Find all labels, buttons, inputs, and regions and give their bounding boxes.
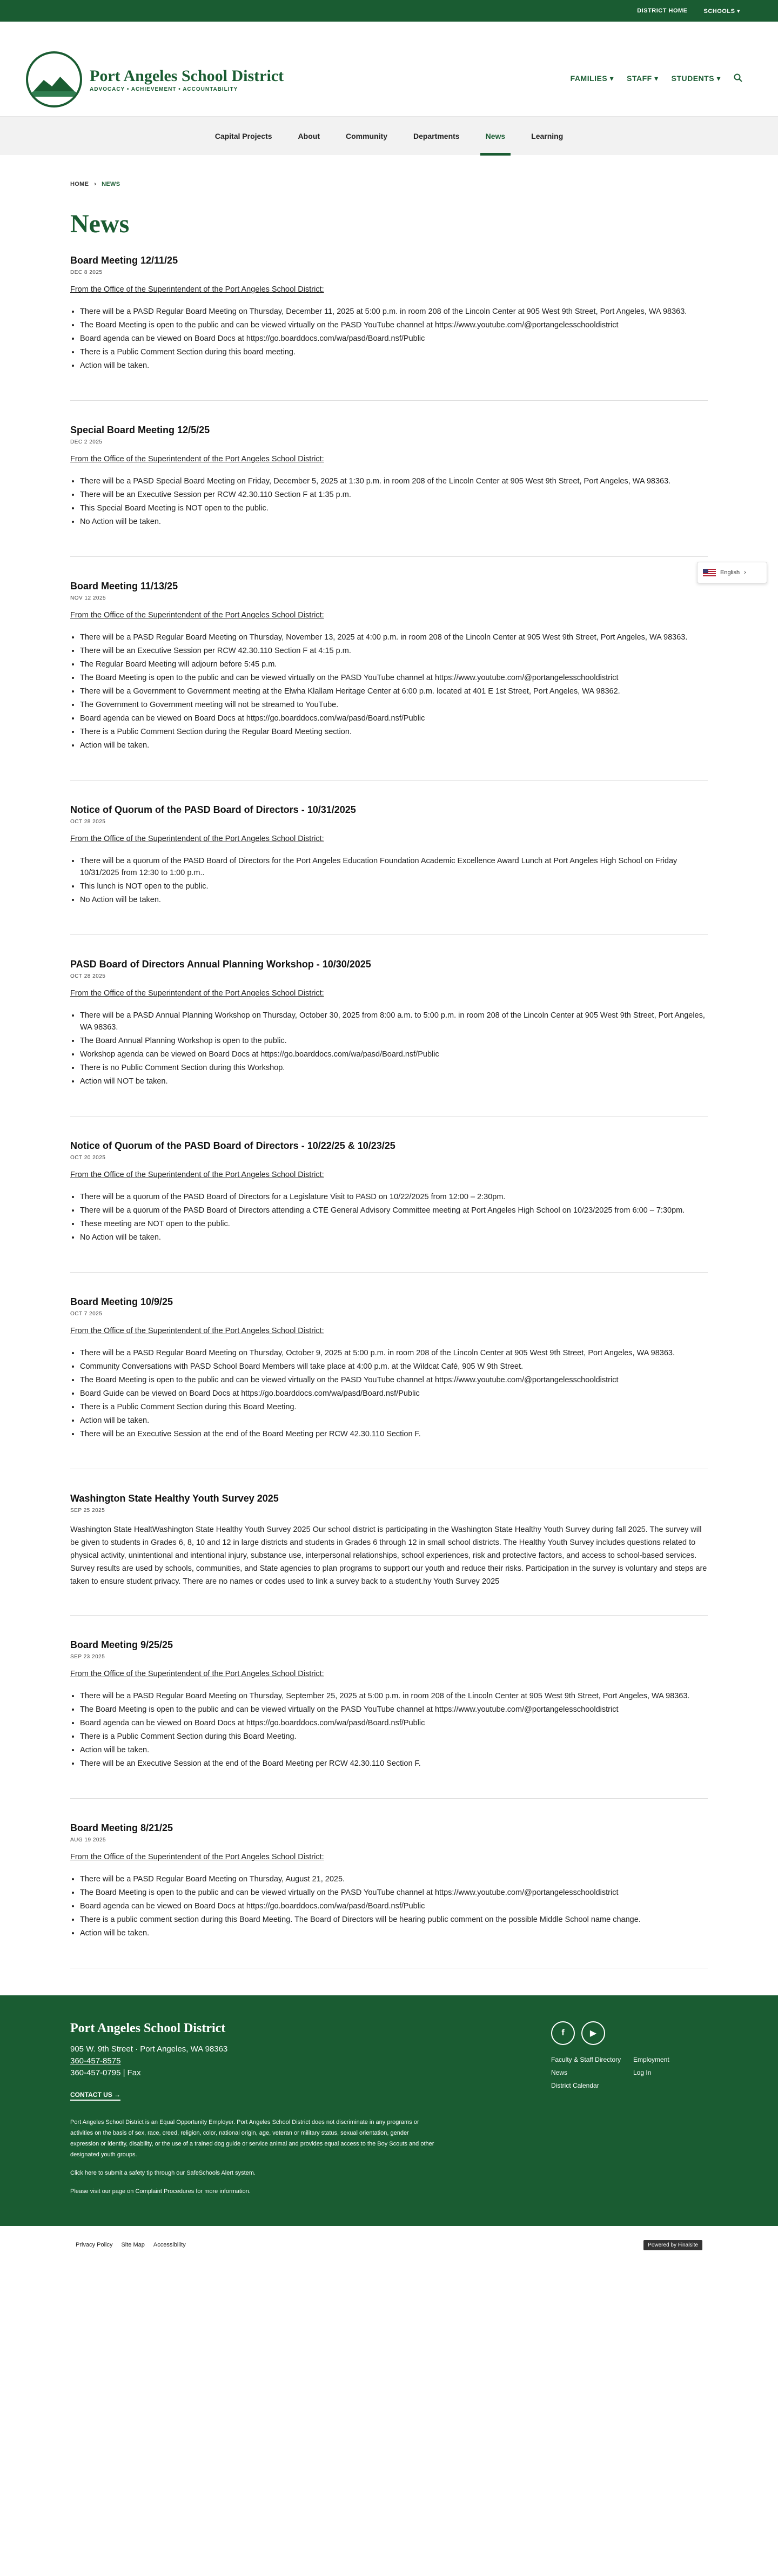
news-item: • There will be a PASD Annual Planning Workshop on Thursday, October 30, 2025 from 8:00 a.m. to 5:00 p.m. in room 208 of the Lincoln Center at 905 West 9th Street, Port Angeles, WA 98363. <box>80 1010 708 1033</box>
news-item: • There is a Public Comment Section during this board meeting. <box>80 346 708 358</box>
news-item: • There will be an Executive Session at the end of the Board Meeting per RCW 42.30.110 Section F. <box>80 1428 708 1440</box>
site-map-link[interactable]: Site Map <box>121 2242 145 2248</box>
news-item: • There is a Public Comment Section during this Board Meeting. <box>80 1731 708 1743</box>
news-item: • Action will be taken. <box>80 1927 708 1939</box>
news-article <box>70 1296 708 1469</box>
footer <box>0 1995 778 2226</box>
us-flag-icon <box>703 569 716 576</box>
news-item: • Board agenda can be viewed on Board Docs at https://go.boarddocs.com/wa/pasd/Board.nsf/Public <box>80 712 708 724</box>
news-article <box>70 255 708 401</box>
news-item: • Board agenda can be viewed on Board Docs at https://go.boarddocs.com/wa/pasd/Board.nsf/Public <box>80 1900 708 1912</box>
footer-link-login[interactable]: Log In <box>633 2069 652 2076</box>
news-article <box>70 581 708 781</box>
news-article <box>70 1822 708 1968</box>
top-utility-bar <box>0 0 778 22</box>
youtube-icon[interactable]: ▶ <box>581 2021 605 2045</box>
news-article <box>70 425 708 557</box>
news-item: • Board Guide can be viewed on Board Docs at https://go.boarddocs.com/wa/pasd/Board.nsf/Public <box>80 1388 708 1400</box>
news-item: • There will be a PASD Regular Board Meeting on Thursday, November 13, 2025 at 4:00 p.m. in room 208 of the Lincoln Center at 905 West 9th Street, Port Angeles, WA 98363. <box>80 631 708 643</box>
news-item: • Action will be taken. <box>80 1415 708 1427</box>
footer-link-news[interactable]: News <box>551 2069 568 2076</box>
breadcrumb-home[interactable]: HOME <box>70 181 89 187</box>
news-item: • The Board Meeting is open to the public and can be viewed virtually on the PASD YouTube channel at https://www.youtube.com/@portangelesschooldistrict <box>80 319 708 331</box>
news-item: • There will be a Government to Government meeting at the Elwha Klallam Heritage Center at 6:00 p.m. located at 401 E 1st Street, Port Angeles, WA 98362. <box>80 685 708 697</box>
news-items <box>70 1191 708 1243</box>
students-menu[interactable]: STUDENTS ▾ <box>671 74 721 83</box>
news-items <box>70 1690 708 1770</box>
news-list <box>70 255 708 1968</box>
powered-by-badge[interactable]: Powered by Finalsite <box>643 2240 702 2250</box>
news-item: • Action will be taken. <box>80 360 708 372</box>
news-item: • Workshop agenda can be viewed on Board Docs at https://go.boarddocs.com/wa/pasd/Board.nsf/Public <box>80 1048 708 1060</box>
schools-dropdown[interactable]: SCHOOLS ▾ <box>703 8 740 15</box>
logo-icon <box>26 51 82 107</box>
news-body: Washington State HealtWashington State Healthy Youth Survey 2025 Our school district is participating in the Washington State Healthy Youth Survey during fall 2025. The survey will be given to students in Grades 6, 8, 10 and 12 in large districts and students in Grades 6 through 12 in small school districts. The Healthy Youth Survey includes questions related to physical activity, unintentional and intentional injury, substance use, interpersonal relationships, school experiences, risk and protective factors, and access to school-based services. Survey results are used by schools, communities, and State agencies to plan programs to support our youth and reduce their risks. Participation in the survey is voluntary and steps are taken to ensure student privacy. There are no names or codes used to link a survey back to a student.hy Youth Survey 2025 <box>70 1525 707 1586</box>
chevron-right-icon: › <box>744 569 746 576</box>
news-item: • Board agenda can be viewed on Board Docs at https://go.boarddocs.com/wa/pasd/Board.nsf/Public <box>80 1717 708 1729</box>
news-item: • There will be an Executive Session per RCW 42.30.110 Section F at 1:35 p.m. <box>80 489 708 501</box>
news-title[interactable]: PASD Board of Directors Annual Planning Workshop - 10/30/2025 <box>70 959 371 970</box>
footer-link-calendar[interactable]: District Calendar <box>551 2082 599 2089</box>
news-article <box>70 1140 708 1273</box>
footer-phone[interactable]: 360-457-8575 <box>70 2056 121 2066</box>
families-menu[interactable]: FAMILIES ▾ <box>570 74 614 83</box>
news-item: • There will be an Executive Session per RCW 42.30.110 Section F at 4:15 p.m. <box>80 645 708 657</box>
staff-menu[interactable]: STAFF ▾ <box>627 74 659 83</box>
news-office-line: From the Office of the Superintendent of the Port Angeles School District: <box>70 285 324 294</box>
footer-link-directory[interactable]: Faculty & Staff Directory <box>551 2056 621 2063</box>
news-date: OCT 20 2025 <box>70 1155 106 1161</box>
footer-fax: 360-457-0795 | Fax <box>70 2068 141 2077</box>
news-items <box>70 855 708 906</box>
news-title[interactable]: Board Meeting 12/11/25 <box>70 255 178 266</box>
news-title[interactable]: Notice of Quorum of the PASD Board of Directors - 10/31/2025 <box>70 804 356 815</box>
news-items <box>70 631 708 751</box>
news-item: • The Board Meeting is open to the public and can be viewed virtually on the PASD YouTube channel at https://www.youtube.com/@portangelesschooldistrict <box>80 1374 708 1386</box>
nav-capital-projects[interactable]: Capital Projects <box>214 131 272 140</box>
news-items <box>70 475 708 528</box>
eeo-statement: Port Angeles School District is an Equal Opportunity Employer. Port Angeles School District does not discriminate in any programs or activities on the basis of sex, race, creed, religion, color, national origin, age, veteran or military status, sexual orientation, gender expression or identity, disability, or the use of a trained dog guide or service animal and provides equal access to the Boy Scouts and other designated youth groups. <box>70 2119 434 2158</box>
news-article <box>70 804 708 935</box>
footer-title: Port Angeles School District <box>70 2021 226 2035</box>
news-item: • The Board Meeting is open to the public and can be viewed virtually on the PASD YouTube channel at https://www.youtube.com/@portangelesschooldistrict <box>80 672 708 684</box>
news-item: • No Action will be taken. <box>80 894 708 906</box>
news-date: DEC 8 2025 <box>70 270 103 275</box>
news-item: • There will be a PASD Special Board Meeting on Friday, December 5, 2025 at 1:30 p.m. in room 208 of the Lincoln Center at 905 West 9th Street, Port Angeles, WA 98363. <box>80 475 708 487</box>
site-title: Port Angeles School District <box>90 66 284 85</box>
news-title[interactable]: Washington State Healthy Youth Survey 2025 <box>70 1493 279 1504</box>
news-items <box>70 1873 708 1939</box>
accessibility-link[interactable]: Accessibility <box>153 2242 186 2248</box>
news-date: DEC 2 2025 <box>70 439 103 445</box>
news-office-line: From the Office of the Superintendent of the Port Angeles School District: <box>70 1670 324 1678</box>
news-item: • There will be a quorum of the PASD Board of Directors for a Legislature Visit to PASD on 10/22/2025 from 12:00 – 2:30pm. <box>80 1191 708 1203</box>
news-date: OCT 28 2025 <box>70 819 106 825</box>
news-item: • Community Conversations with PASD School Board Members will take place at 4:00 p.m. at the Wildcat Café, 905 W 9th Street. <box>80 1361 708 1373</box>
news-item: • These meeting are NOT open to the public. <box>80 1218 708 1230</box>
nav-departments[interactable]: Departments <box>413 131 460 140</box>
news-office-line: From the Office of the Superintendent of the Port Angeles School District: <box>70 1171 324 1179</box>
news-date: AUG 19 2025 <box>70 1837 106 1843</box>
language-label: English <box>720 569 740 576</box>
nav-about[interactable]: About <box>298 131 320 140</box>
news-item: • The Board Meeting is open to the public and can be viewed virtually on the PASD YouTube channel at https://www.youtube.com/@portangelesschooldistrict <box>80 1704 708 1716</box>
news-item: • There will be a PASD Regular Board Meeting on Thursday, December 11, 2025 at 5:00 p.m. in room 208 of the Lincoln Center at 905 West 9th Street, Port Angeles, WA 98363. <box>80 306 708 318</box>
news-item: • Board agenda can be viewed on Board Docs at https://go.boarddocs.com/wa/pasd/Board.nsf/Public <box>80 333 708 345</box>
news-item: • Action will be taken. <box>80 739 708 751</box>
privacy-policy-link[interactable]: Privacy Policy <box>76 2242 113 2248</box>
news-item: • There is a Public Comment Section during this Board Meeting. <box>80 1401 708 1413</box>
news-date: SEP 25 2025 <box>70 1508 105 1514</box>
news-date: OCT 28 2025 <box>70 973 106 979</box>
news-office-line: From the Office of the Superintendent of the Port Angeles School District: <box>70 455 324 463</box>
news-item: • This lunch is NOT open to the public. <box>80 880 708 892</box>
news-item: • There will be a PASD Regular Board Meeting on Thursday, September 25, 2025 at 5:00 p.m. in room 208 of the Lincoln Center at 905 West 9th Street, Port Angeles, WA 98363. <box>80 1690 708 1702</box>
news-item: • The Government to Government meeting will not be streamed to YouTube. <box>80 699 708 711</box>
news-items <box>70 1347 708 1440</box>
news-date: NOV 12 2025 <box>70 595 106 601</box>
news-item: • The Board Annual Planning Workshop is open to the public. <box>80 1035 708 1047</box>
news-article <box>70 959 708 1117</box>
footer-address: 905 W. 9th Street · Port Angeles, WA 98363 <box>70 2044 228 2054</box>
page-title: News <box>70 210 130 238</box>
news-item: • There is no Public Comment Section during this Workshop. <box>80 1062 708 1074</box>
news-item: • There is a public comment section during this Board Meeting. The Board of Directors will be hearing public comment on the possible Middle School name change. <box>80 1914 708 1926</box>
news-item: • There is a Public Comment Section during the Regular Board Meeting section. <box>80 726 708 738</box>
news-item: • Action will NOT be taken. <box>80 1075 708 1087</box>
bottom-bar <box>0 2226 778 2264</box>
nav-learning[interactable]: Learning <box>531 131 564 140</box>
news-item: • No Action will be taken. <box>80 1232 708 1243</box>
news-item: • There will be a quorum of the PASD Board of Directors attending a CTE General Advisory Committee meeting at Port Angeles High School on 10/23/2025 from 6:00 – 7:30pm. <box>80 1205 708 1216</box>
district-home-link[interactable]: DISTRICT HOME <box>637 8 688 14</box>
news-office-line: From the Office of the Superintendent of the Port Angeles School District: <box>70 1853 324 1861</box>
news-item: • No Action will be taken. <box>80 516 708 528</box>
news-office-line: From the Office of the Superintendent of the Port Angeles School District: <box>70 1327 324 1335</box>
news-title[interactable]: Board Meeting 10/9/25 <box>70 1296 173 1307</box>
audience-nav <box>571 73 742 84</box>
news-title[interactable]: Special Board Meeting 12/5/25 <box>70 425 210 435</box>
logo[interactable] <box>26 51 284 107</box>
news-article <box>70 1493 708 1616</box>
news-item: • There will be a PASD Regular Board Meeting on Thursday, October 9, 2025 at 5:00 p.m. in room 208 of the Lincoln Center at 905 West 9th Street, Port Angeles, WA 98363. <box>80 1347 708 1359</box>
news-title[interactable]: Board Meeting 8/21/25 <box>70 1822 173 1833</box>
news-office-line: From the Office of the Superintendent of the Port Angeles School District: <box>70 611 324 620</box>
news-office-line: From the Office of the Superintendent of the Port Angeles School District: <box>70 835 324 843</box>
safety-tip-text[interactable]: Click here to submit a safety tip through our SafeSchools Alert system. <box>70 2170 256 2176</box>
breadcrumb <box>70 181 708 187</box>
facebook-icon[interactable]: f <box>551 2021 575 2045</box>
breadcrumb-separator: › <box>94 181 97 187</box>
breadcrumb-current: NEWS <box>102 181 120 187</box>
news-items <box>70 306 708 372</box>
footer-link-employment[interactable]: Employment <box>633 2056 669 2063</box>
nav-news[interactable]: News <box>473 117 519 156</box>
site-tagline: ADVOCACY • ACHIEVEMENT • ACCOUNTABILITY <box>90 86 238 92</box>
main-content <box>70 155 708 1968</box>
news-title[interactable]: Board Meeting 9/25/25 <box>70 1639 173 1650</box>
news-date: SEP 23 2025 <box>70 1654 105 1660</box>
news-item: • There will be a quorum of the PASD Board of Directors for the Port Angeles Education Foundation Academic Excellence Award Lunch at Port Angeles High School on Friday 10/31/2025 from 12:30 to 1:00 p.m.. <box>80 855 708 879</box>
news-items <box>70 1010 708 1087</box>
nav-community[interactable]: Community <box>345 131 387 140</box>
news-article <box>70 1639 708 1799</box>
news-item: • There will be an Executive Session at the end of the Board Meeting per RCW 42.30.110 Section F. <box>80 1758 708 1770</box>
language-selector[interactable] <box>697 562 767 583</box>
news-date: OCT 7 2025 <box>70 1311 103 1317</box>
news-title[interactable]: Board Meeting 11/13/25 <box>70 581 178 591</box>
main-nav <box>0 116 778 155</box>
news-title[interactable]: Notice of Quorum of the PASD Board of Directors - 10/22/25 & 10/23/25 <box>70 1140 395 1151</box>
news-item: • The Board Meeting is open to the public and can be viewed virtually on the PASD YouTube channel at https://www.youtube.com/@portangelesschooldistrict <box>80 1887 708 1899</box>
complaint-text[interactable]: Please visit our page on Complaint Procedures for more information. <box>70 2188 251 2195</box>
news-office-line: From the Office of the Superintendent of the Port Angeles School District: <box>70 989 324 998</box>
search-icon[interactable] <box>734 73 742 84</box>
news-item: • There will be a PASD Regular Board Meeting on Thursday, August 21, 2025. <box>80 1873 708 1885</box>
news-item: • This Special Board Meeting is NOT open to the public. <box>80 502 708 514</box>
news-item: • The Regular Board Meeting will adjourn before 5:45 p.m. <box>80 658 708 670</box>
site-header <box>0 22 778 116</box>
news-item: • Action will be taken. <box>80 1744 708 1756</box>
contact-us-button[interactable]: CONTACT US → <box>70 2091 120 2101</box>
